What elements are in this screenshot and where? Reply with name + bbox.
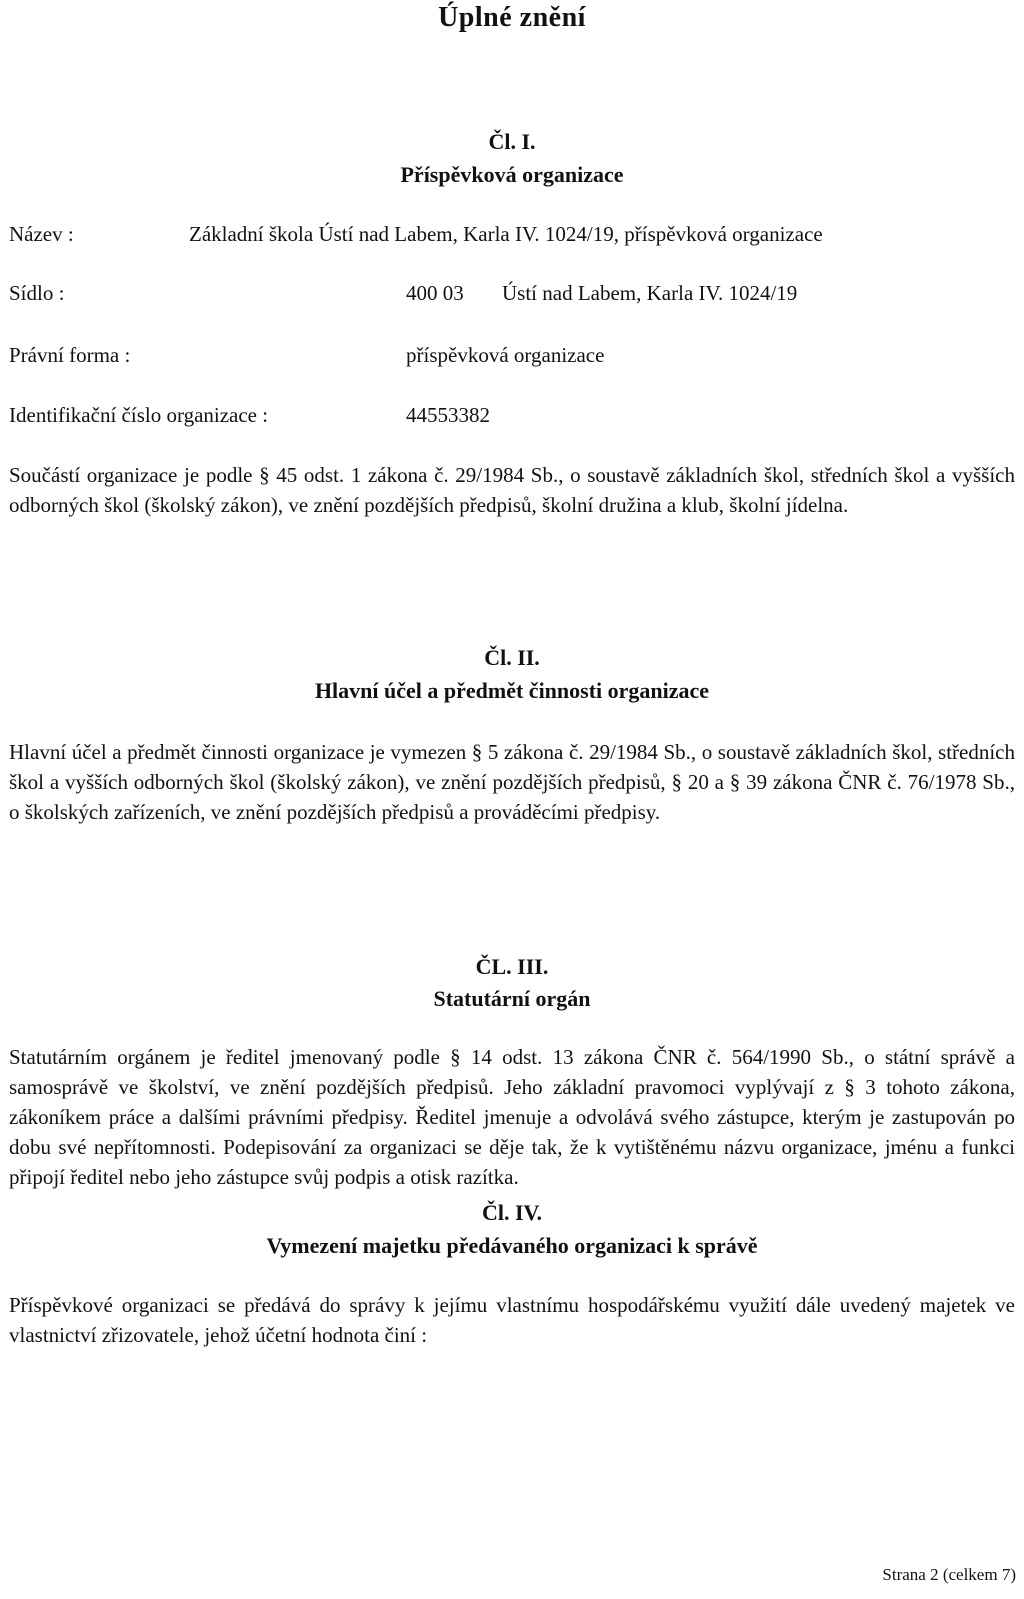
article-1-number: Čl. I. <box>488 129 536 154</box>
seat-zip: 400 03 <box>406 281 464 305</box>
article-4-paragraph: Příspěvkové organizaci se předává do správy k jejímu vlastnímu hospodářskému využití dále uvedený majetek ve vlastnictví zřizovatele, jehož účetní hodnota činí : <box>9 1293 1015 1347</box>
article-3-paragraph: Statutárním orgánem je ředitel jmenovaný podle § 14 odst. 13 zákona ČNR č. 564/1990 Sb., o státní správě a samosprávě ve školství, ve znění pozdějších předpisů. Jeho základní pravomoci vyplývají z § 3 tohoto zákona, zákoníkem práce a dalšími právními předpisy. Ředitel jmenuje a odvolává svého zástupce, kterým je zastupován po dobu své nepřítomnosti. Podepisování za organizaci se děje tak, že k vytištěnému názvu organizace, jménu a funkci připojí ředitel nebo jeho zástupce svůj podpis a otisk razítka. <box>9 1045 1015 1189</box>
seat-value: Ústí nad Labem, Karla IV. 1024/19 <box>502 281 798 305</box>
article-3-heading: Statutární orgán <box>433 986 591 1011</box>
legal-form-label: Právní forma : <box>9 343 131 367</box>
article-1-heading: Příspěvková organizace <box>400 162 624 187</box>
id-value: 44553382 <box>406 403 490 427</box>
seat-label: Sídlo : <box>9 281 65 305</box>
name-label: Název : <box>9 222 74 246</box>
id-label: Identifikační číslo organizace : <box>9 403 269 427</box>
page-footer: Strana 2 (celkem 7) <box>882 1565 1016 1584</box>
legal-form-value: příspěvková organizace <box>406 343 605 367</box>
article-2-paragraph: Hlavní účel a předmět činnosti organizace je vymezen § 5 zákona č. 29/1984 Sb., o soustavě základních škol, středních škol a vyšších odborných škol (školský zákon), ve znění pozdějších předpisů, § 20 a § 39 zákona ČNR č. 76/1978 Sb., o školských zařízeních, ve znění pozdějších předpisů a prováděcími předpisy. <box>9 740 1015 824</box>
article-4-number: Čl. IV. <box>481 1200 543 1225</box>
article-2-number: Čl. II. <box>484 645 540 670</box>
name-value: Základní škola Ústí nad Labem, Karla IV. 1024/19, příspěvková organizace <box>189 222 823 246</box>
article-2-heading: Hlavní účel a předmět činnosti organizace <box>314 678 710 703</box>
article-1-paragraph: Součástí organizace je podle § 45 odst. 1 zákona č. 29/1984 Sb., o soustavě základních škol, středních škol a vyšších odborných škol (školský zákon), ve znění pozdějších předpisů, školní družina a klub, školní jídelna. <box>9 463 1015 517</box>
article-3-number: ČL. III. <box>475 954 549 979</box>
document-title: Úplné znění <box>438 2 586 33</box>
article-4-heading: Vymezení majetku předávaného organizaci k správě <box>266 1233 758 1258</box>
